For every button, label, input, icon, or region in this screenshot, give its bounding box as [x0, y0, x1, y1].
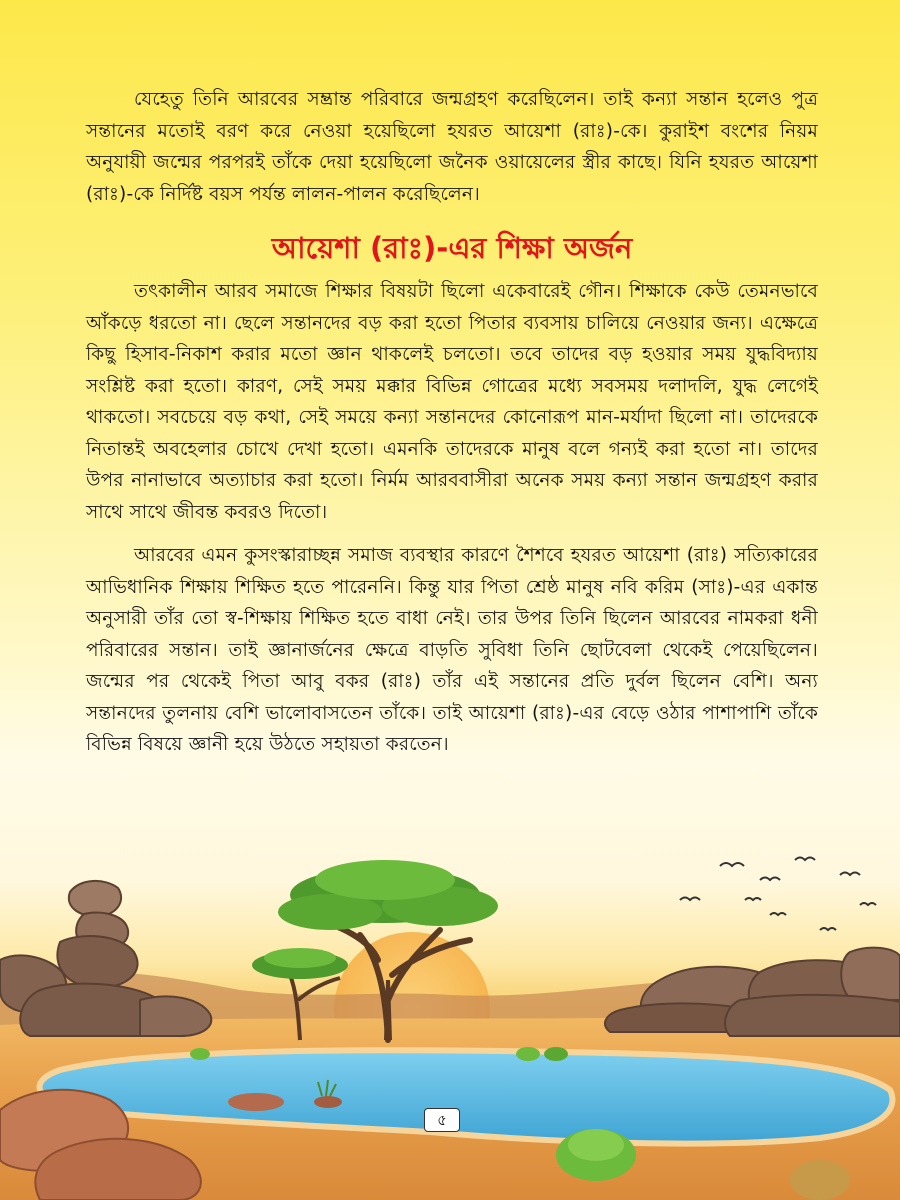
- body-paragraph: তৎকালীন আরব সমাজে শিক্ষার বিষয়টা ছিলো একেবারেই গৌন। শিক্ষাকে কেউ তেমনভাবে আঁকড়ে ধরতো না। ছেলে সন্তানদের বড় করা হতো পিতার ব্যবসায় চালিয়ে নেওয়ার জন্য। এক্ষেত্রে কিছু হিসাব-নিকাশ করার মতো জ্ঞান থাকলেই চলতো। তবে তাদের বড় হওয়ার সময় যুদ্ধবিদ্যায় সংশ্লিষ্ট করা হতো। কারণ, সেই সময় মক্কার বিভিন্ন গোত্রের মধ্যে সবসময় দলাদলি, যুদ্ধ লেগেই থাকতো। সবচেয়ে বড় কথা, সেই সময়ে কন্যা সন্তানদের কোনোরূপ মান-মর্যাদা ছিলো না। তাদেরকে নিতান্তই অবহেলার চোখে দেখা হতো। এমনকি তাদেরকে মানুষ বলে গন্যই করা হতো না। তাদের উপর নানাভাবে অত্যাচার করা হতো। নির্মম আরববাসীরা অনেক সময় কন্যা সন্তান জন্মগ্রহণ করার সাথে সাথে জীবন্ত কবরও দিতো।: [86, 281, 818, 523]
- page-text: [86, 84, 818, 761]
- birds: [680, 858, 876, 931]
- intro-paragraph: যেহেতু তিনি আরবের সম্ভ্রান্ত পরিবারে জন্মগ্রহণ করেছিলেন। তাই কন্যা সন্তান হলেও পুত্র সন্তানের মতোই বরণ করে নেওয়া হয়েছিলো হযরত আয়েশা (রাঃ)-কে। কুরাইশ বংশের নিয়ম অনুযায়ী জন্মের পরপরই তাঁকে দেয়া হয়েছিলো জনৈক ওয়ায়েলের স্ত্রীর কাছে। যিনি হযরত আয়েশা (রাঃ)-কে নির্দিষ্ট বয়স পর্যন্ত লালন-পালন করেছিলেন।: [86, 89, 818, 205]
- body-paragraph: আরবের এমন কুসংস্কারাচ্ছন্ন সমাজ ব্যবস্থার কারণে শৈশবে হযরত আয়েশা (রাঃ) সত্যিকারের আভিধানিক শিক্ষায় শিক্ষিত হতে পারেননি। কিন্তু যার পিতা শ্রেষ্ঠ মানুষ নবি করিম (সাঃ)-এর একান্ত অনুসারী তাঁর তো স্ব-শিক্ষায় শিক্ষিত হতে বাধা নেই। তার উপর তিনি ছিলেন আরবের নামকরা ধনী পরিবারের সন্তান। তাই জ্ঞানার্জনের ক্ষেত্রে বাড়তি সুবিধা তিনি ছোটবেলা থেকেই পেয়েছিলেন। জন্মের পর থেকেই পিতা আবু বকর (রাঃ) তাঁর এই সন্তানের প্রতি দুর্বল ছিলেন বেশি। অন্য সন্তানদের তুলনায় বেশি ভালোবাসতেন তাঁকে। তাই আয়েশা (রাঃ)-এর বেড়ে ওঠার পাশাপাশি তাঁকে বিভিন্ন বিষয়ে জ্ঞানী হয়ে উঠতে সহায়তা করতেন।: [86, 545, 818, 755]
- rock-formation: [605, 948, 900, 1036]
- page-number: ৫: [424, 1108, 460, 1132]
- section-heading: আয়েশা (রাঃ)-এর শিক্ষা অর্জন: [271, 231, 633, 265]
- rock-formation: [0, 881, 211, 1036]
